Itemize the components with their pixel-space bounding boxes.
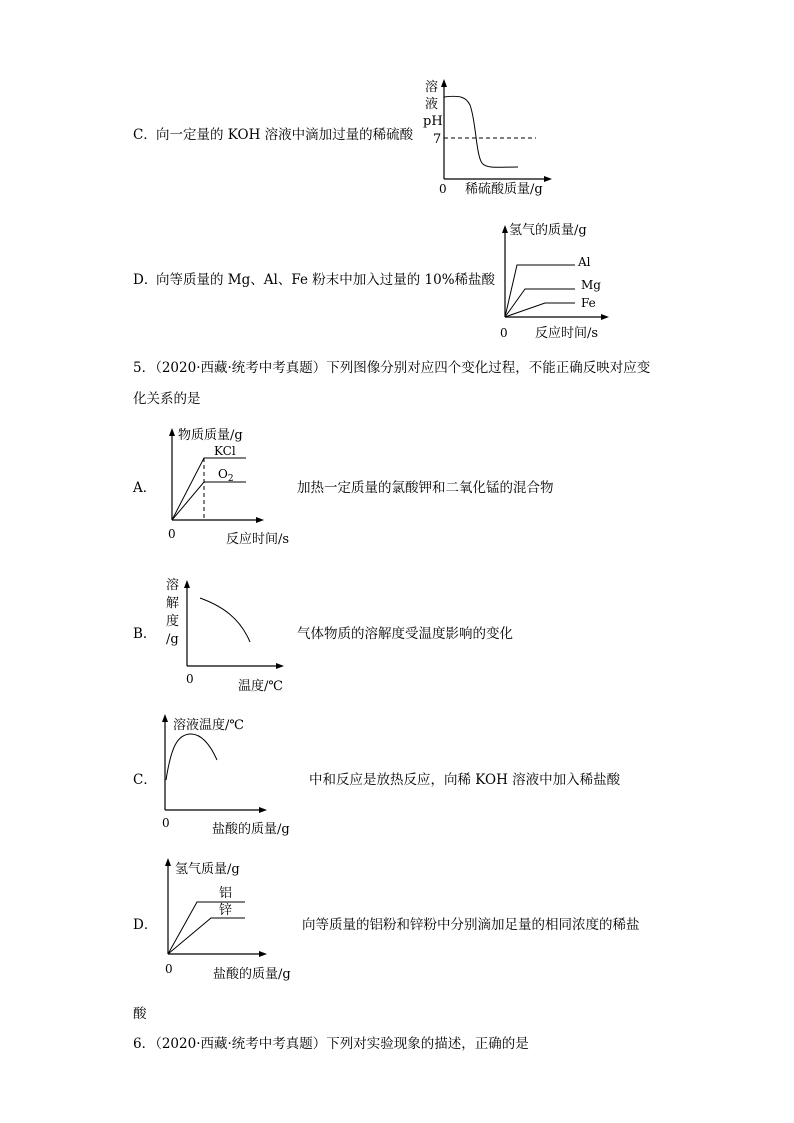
q5-a-letter: A．: [133, 480, 157, 496]
h2-x-arrow: [601, 314, 609, 320]
q5-c-text: 中和反应是放热反应，向稀 KOH 溶液中加入稀盐酸: [309, 772, 621, 788]
ph-xlabel: 稀硫酸质量/g: [465, 182, 543, 197]
q5-b-origin: 0: [186, 672, 194, 686]
q5-d-ylabel: 氢气质量/g: [175, 862, 240, 877]
ph-x-arrow: [544, 176, 552, 182]
q5-b-ylabel-3: 度: [166, 614, 180, 629]
option-c-letter: C．: [133, 127, 157, 143]
q5-a-origin: 0: [168, 527, 176, 541]
q5-d-xlabel: 盐酸的质量/g: [213, 967, 291, 982]
q5-a-o2-sub: 2: [227, 474, 234, 484]
series-mg-label: Mg: [581, 278, 601, 292]
q5-d-al-label: 铝: [219, 886, 233, 901]
q5-a-text: 加热一定质量的氯酸钾和二氧化锰的混合物: [297, 480, 554, 496]
q5-a-y-arrow: [169, 428, 175, 436]
option-d-letter: D．: [133, 272, 158, 288]
h2-y-arrow: [502, 225, 508, 233]
q5-b-text: 气体物质的溶解度受温度影响的变化: [297, 626, 513, 642]
q5-stem-line2: 化关系的是: [133, 391, 201, 407]
q5-c-x-arrow: [259, 807, 267, 813]
q5-d-al-line: [168, 902, 245, 954]
q5-c-letter: C．: [133, 772, 157, 788]
q5-d-text-cont: 酸: [133, 1006, 147, 1022]
h2-metal-graph: [495, 217, 615, 342]
q5-d-x-arrow: [259, 951, 267, 957]
ph-ylabel-2: 液: [425, 97, 439, 112]
ph-graph: [420, 75, 560, 200]
q5-a-o2-label: [218, 467, 234, 484]
q5-b-ylabel-2: 解: [166, 596, 180, 611]
q5-a-ylabel: 物质质量/g: [178, 428, 243, 443]
q5-stem-line1: 5．（2020·西藏·统考中考真题）下列图像分别对应四个变化过程，不能正确反映对应变: [133, 360, 651, 376]
h2-xlabel: 反应时间/s: [535, 326, 599, 341]
q5-a-o2-line: [172, 482, 246, 520]
q5-a-kcl-label: KCl: [214, 444, 236, 458]
q5-b-x-arrow: [276, 663, 284, 669]
option-d-text: 向等质量的 Mg、Al、Fe 粉末中加入过量的 10%稀盐酸: [156, 272, 496, 288]
q5-c-origin: 0: [162, 816, 170, 830]
q5-a-kcl-line: [172, 458, 246, 520]
q5-c-ylabel: 溶液温度/℃: [173, 718, 244, 733]
q6-stem: 6．（2020·西藏·统考中考真题）下列对实验现象的描述，正确的是: [133, 1036, 529, 1052]
h2-ylabel: 氢气的质量/g: [509, 223, 587, 238]
series-fe-line: [505, 303, 575, 317]
series-al-line: [505, 265, 575, 317]
q5-c-y-arrow: [162, 714, 168, 722]
q5-b-ylabel-4: /g: [166, 632, 179, 647]
ph-y-arrow: [441, 79, 447, 87]
q5-b-xlabel: 温度/℃: [238, 679, 283, 694]
q5-c-graph: [155, 708, 305, 838]
q5-d-letter: D．: [133, 917, 158, 933]
q5-b-ylabel-1: 溶: [166, 578, 180, 593]
q5-d-zn-line: [168, 918, 245, 954]
q5-a-xlabel: 反应时间/s: [226, 532, 290, 547]
q5-d-zn-label: 锌: [219, 903, 233, 918]
option-c-text: 向一定量的 KOH 溶液中滴加过量的稀硫酸: [156, 127, 414, 143]
q5-a-x-arrow: [256, 517, 264, 523]
ph-ylabel-3: pH: [423, 114, 443, 129]
q5-b-graph: [160, 572, 300, 697]
q5-d-y-arrow: [165, 858, 171, 866]
series-fe-label: Fe: [581, 296, 596, 310]
q5-a-graph: [158, 420, 308, 550]
q5-d-text: 向等质量的铝粉和锌粉中分别滴加足量的相同浓度的稀盐: [302, 917, 640, 933]
q5-d-graph: [155, 852, 305, 982]
ph-tick-7: 7: [433, 132, 442, 147]
q5-d-origin: 0: [165, 962, 173, 976]
q5-b-curve: [200, 598, 250, 642]
ph-ylabel-1: 溶: [425, 80, 439, 95]
q5-c-curve: [166, 734, 217, 780]
q5-b-letter: B．: [133, 626, 157, 642]
q5-c-xlabel: 盐酸的质量/g: [212, 822, 290, 837]
h2-origin: 0: [500, 326, 508, 340]
q5-b-y-arrow: [184, 580, 190, 588]
series-al-label: Al: [578, 255, 591, 269]
q5-a-o2-base: O: [218, 467, 228, 481]
ph-curve: [444, 96, 518, 167]
ph-origin: 0: [439, 182, 447, 196]
